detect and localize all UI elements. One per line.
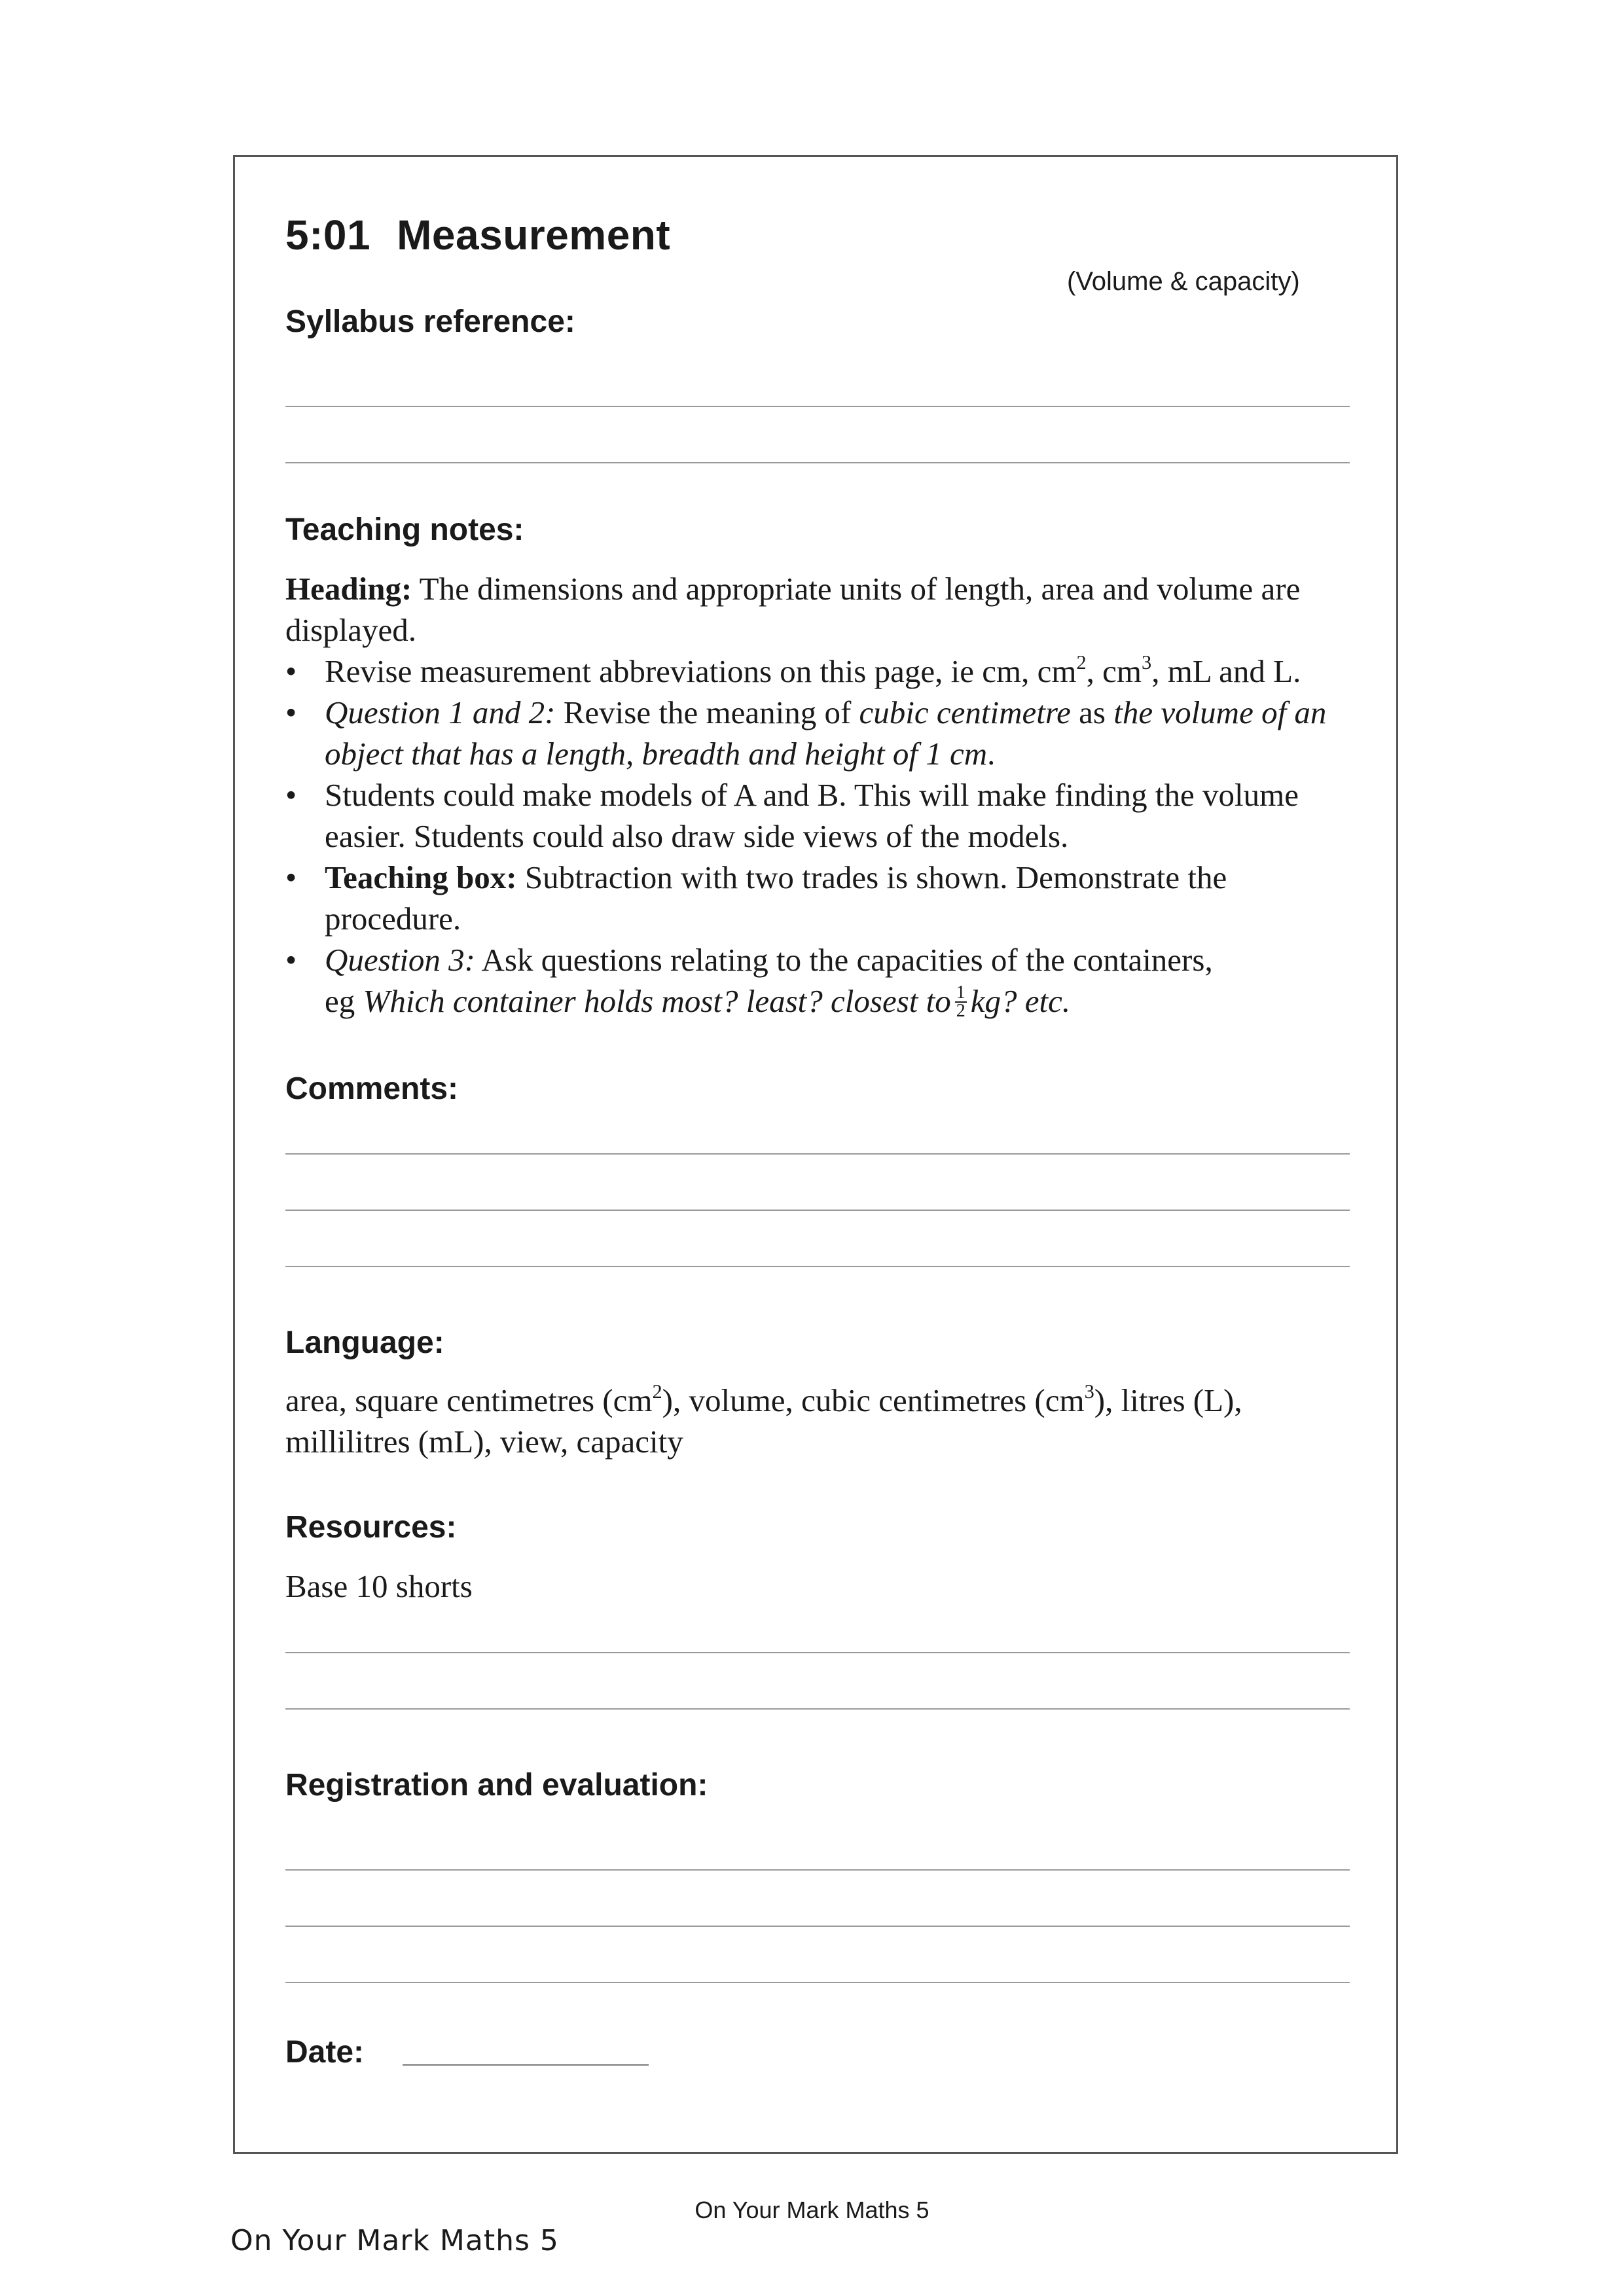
bullet-italic: Question 3:	[325, 942, 475, 978]
footer-left-text: On Your Mark Maths 5	[230, 2224, 559, 2257]
comments-line-2[interactable]	[285, 1210, 1350, 1211]
syllabus-line-1[interactable]	[285, 406, 1350, 407]
bullet-text: as	[1070, 694, 1114, 730]
bullet-text: , cm	[1086, 653, 1142, 689]
language-text	[285, 1380, 1359, 1462]
bullet-italic: the volume of an object that has a length, breadth and height of 1 cm	[325, 694, 1327, 772]
bullet-text: eg	[325, 983, 363, 1019]
bullet-text: .	[987, 736, 996, 772]
notes-heading-paragraph	[285, 568, 1359, 651]
language-heading: Language:	[285, 1325, 444, 1360]
date-label: Date:	[285, 2035, 365, 2070]
comments-line-3[interactable]	[285, 1266, 1350, 1267]
bullet-text: Revise measurement abbreviations on this page, ie cm, cm	[325, 653, 1077, 689]
teaching-notes-body	[285, 568, 1359, 1022]
language-segment: area, square centimetres (cm	[285, 1382, 653, 1418]
notes-bullet-list	[285, 651, 1359, 1022]
comments-heading: Comments:	[285, 1071, 459, 1106]
bullet-text: Subtraction with two trades is shown. Demonstrate the procedure.	[325, 859, 1227, 937]
notes-bullet-capacities	[285, 939, 1359, 1022]
bullet-italic: cubic centimetre	[859, 694, 1071, 730]
registration-line-2[interactable]	[285, 1926, 1350, 1927]
registration-line-1[interactable]	[285, 1869, 1350, 1871]
notes-bullet-cubic-centimetre	[285, 692, 1359, 774]
notes-bullet-abbreviations	[285, 651, 1359, 692]
superscript: 3	[1142, 651, 1152, 673]
registration-heading: Registration and evaluation:	[285, 1768, 708, 1803]
teaching-notes-heading: Teaching notes:	[285, 512, 524, 547]
fraction-denominator: 2	[956, 1000, 965, 1021]
superscript: 2	[652, 1380, 662, 1403]
page-frame	[233, 155, 1398, 2154]
bullet-text: Revise the meaning of	[555, 694, 859, 730]
section-number: 5:01	[285, 211, 371, 259]
bullet-text: Ask questions relating to the capacities of the containers,	[475, 942, 1213, 978]
bullet-italic: Question 1 and 2:	[325, 694, 556, 730]
syllabus-line-2[interactable]	[285, 462, 1350, 463]
notes-heading-text: The dimensions and appropriate units of length, area and volume are displayed.	[285, 571, 1301, 648]
bullet-italic: kg? etc.	[970, 983, 1071, 1019]
language-segment: ), volume, cubic centimetres (cm	[662, 1382, 1085, 1418]
superscript: 3	[1084, 1380, 1094, 1403]
resources-text: Base 10 shorts	[285, 1568, 473, 1604]
footer-center-text: On Your Mark Maths 5	[695, 2197, 929, 2223]
superscript: 2	[1076, 651, 1087, 673]
bullet-text: , mL and L.	[1151, 653, 1301, 689]
bullet-italic: Which container holds most? least? closest to	[363, 983, 951, 1019]
fraction-numerator: 1	[956, 982, 965, 1003]
page-subtitle: (Volume & capacity)	[1067, 267, 1300, 296]
section-title: Measurement	[397, 211, 671, 259]
resources-line-2[interactable]	[285, 1708, 1350, 1710]
language-segment: ), litres (L), millilitres (mL), view, capacity	[285, 1382, 1242, 1460]
registration-line-3[interactable]	[285, 1982, 1350, 1983]
resources-heading: Resources:	[285, 1510, 457, 1545]
notes-heading-label: Heading:	[285, 571, 412, 607]
notes-bullet-teaching-box	[285, 857, 1359, 939]
resources-line-1[interactable]	[285, 1652, 1350, 1653]
page-title	[285, 211, 670, 259]
fraction-half	[955, 984, 967, 1020]
bullet-bold: Teaching box:	[325, 859, 517, 895]
notes-bullet-models: • Students could make models of A and B. This will make finding the volume easier. Students could also draw side views of the models.	[285, 774, 1359, 857]
date-input-line[interactable]	[403, 2064, 649, 2066]
comments-line-1[interactable]	[285, 1153, 1350, 1155]
syllabus-heading: Syllabus reference:	[285, 304, 575, 339]
